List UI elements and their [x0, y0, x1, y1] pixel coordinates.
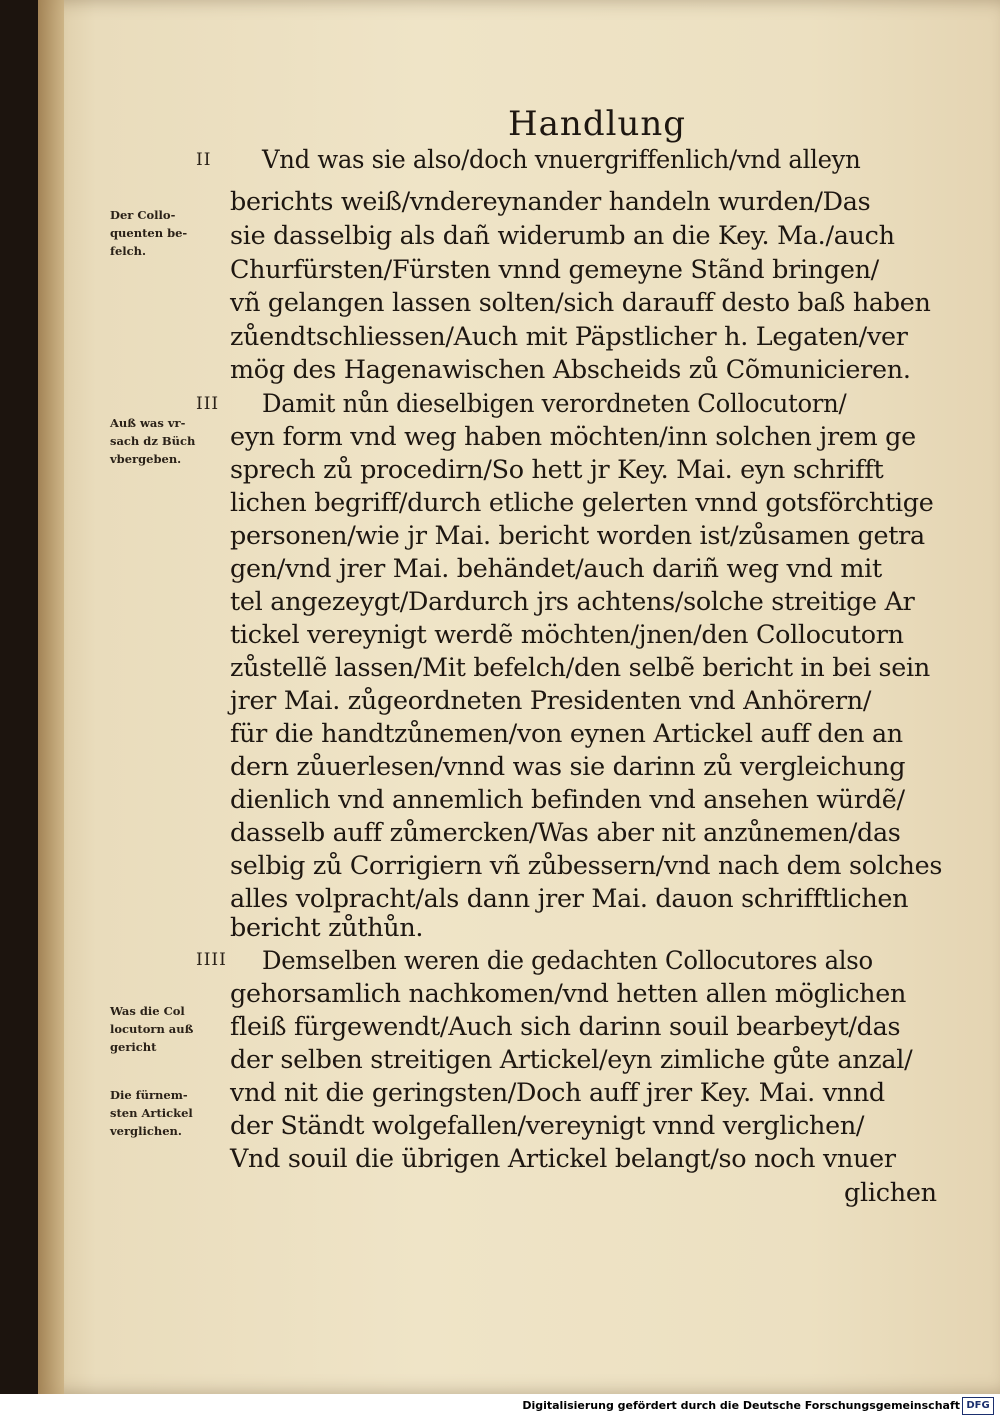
funding-credit: Digitalisierung gefördert durch die Deutsche Forschungsgemeinschaft	[522, 1399, 960, 1412]
text-line: alles volpracht/als dann jrer Mai. dauon schrifftlichen	[230, 884, 909, 914]
text-line: dern zůuerlesen/vnnd was sie darinn zů vergleichung	[230, 752, 906, 782]
side-note-artickel-verglichen: Die fürnem- sten Artickel verglichen.	[110, 1088, 193, 1138]
section-number-2: II	[196, 150, 212, 170]
text-line: gen/vnd jrer Mai. behändet/auch dariñ weg vnd mit	[230, 554, 882, 584]
text-line: mög des Hagenawischen Abscheids zů Cõmunicieren.	[230, 355, 911, 385]
text-line: vnd nit die geringsten/Doch auff jrer Key. Mai. vnnd	[230, 1078, 885, 1108]
side-note-buch-vbergeben: Auß was vr- sach dz Büch vbergeben.	[110, 416, 196, 466]
text-line: zůstellẽ lassen/Mit befelch/den selbẽ bericht in bei sein	[230, 653, 930, 683]
text-line: eyn form vnd weg haben möchten/inn solchen jrem ge	[230, 422, 916, 452]
text-line: tickel vereynigt werdẽ möchten/jnen/den Collocutorn	[230, 620, 904, 650]
text-line: gehorsamlich nachkomen/vnd hetten allen möglichen	[230, 979, 907, 1009]
dfg-logo: DFG	[962, 1397, 994, 1415]
text-line: selbig zů Corrigiern vñ zůbessern/vnd nach dem solches	[230, 851, 943, 881]
section-number-3: III	[196, 394, 220, 414]
text-line: berichts weiß/vndereynander handeln wurden/Das	[230, 187, 871, 217]
text-line: Vnd souil die übrigen Artickel belangt/so noch vnuer	[230, 1144, 896, 1174]
text-line: fleiß fürgewendt/Auch sich darinn souil bearbeyt/das	[230, 1012, 901, 1042]
text-line: dienlich vnd annemlich befinden vnd ansehen würdẽ/	[230, 785, 905, 815]
section-number-4: IIII	[196, 950, 227, 970]
page-gutter-shadow	[38, 0, 64, 1394]
text-line: sie dasselbig als dañ widerumb an die Key. Ma./auch	[230, 221, 895, 251]
text-line: dasselb auff zůmercken/Was aber nit anzůnemen/das	[230, 818, 901, 848]
side-note-befelch: Der Collo- quenten be- felch.	[110, 208, 188, 258]
text-line: vñ gelangen lassen solten/sich darauff desto baß haben	[230, 288, 931, 318]
text-line: sprech zů procedirn/So hett jr Key. Mai. eyn schrifft	[230, 455, 884, 485]
text-line: zůendtschliessen/Auch mit Päpstlicher h. Legaten/ver	[230, 322, 908, 352]
text-line: Demselben weren die gedachten Collocutores also	[262, 946, 873, 976]
text-line: Churfürsten/Fürsten vnnd gemeyne Stãnd bringen/	[230, 255, 879, 285]
catchword: glichen	[844, 1178, 937, 1208]
text-line: der selben streitigen Artickel/eyn zimliche gůte anzal/	[230, 1045, 913, 1075]
text-line: personen/wie jr Mai. bericht worden ist/zůsamen getra	[230, 521, 925, 551]
text-line: Damit nůn dieselbigen verordneten Collocutorn/	[262, 389, 847, 419]
side-note-collocutorn: Was die Col locutorn auß gericht	[110, 1004, 194, 1054]
text-line: jrer Mai. zůgeordneten Presidenten vnd Anhörern/	[230, 686, 872, 716]
text-line: lichen begriff/durch etliche gelerten vnnd gotsförchtige	[230, 488, 934, 518]
text-line: tel angezeygt/Dardurch jrs achtens/solche streitige Ar	[230, 587, 915, 617]
text-line: der Ständt wolgefallen/vereynigt vnnd verglichen/	[230, 1111, 865, 1141]
text-line: für die handtzůnemen/von eynen Artickel auff den an	[230, 719, 903, 749]
text-line: bericht zůthůn.	[230, 913, 424, 943]
footer-bar	[0, 1394, 1000, 1418]
text-line: Vnd was sie also/doch vnuergriffenlich/vnd alleyn	[262, 145, 861, 175]
running-head: Handlung	[508, 104, 687, 144]
